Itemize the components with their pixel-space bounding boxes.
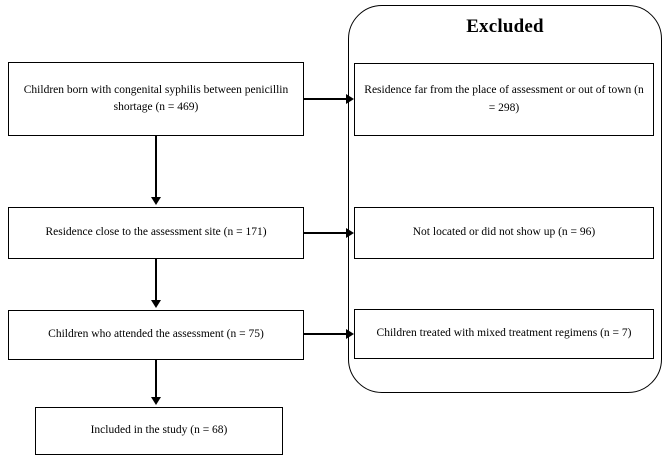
- node-not-located: Not located or did not show up (n = 96): [354, 207, 654, 259]
- arrowhead-born-to-far: [346, 94, 354, 104]
- node-residence-far: Residence far from the place of assessment or out of town (n = 298): [354, 63, 654, 136]
- arrowhead-close-to-notlocated: [346, 228, 354, 238]
- arrowhead-attended-to-included: [151, 397, 161, 405]
- node-included-study: Included in the study (n = 68): [35, 407, 283, 455]
- arrow-close-to-notlocated: [304, 232, 348, 234]
- arrowhead-close-to-attended: [151, 300, 161, 308]
- node-residence-close: Residence close to the assessment site (n = 171): [8, 207, 304, 259]
- arrowhead-born-to-close: [151, 197, 161, 205]
- node-children-born: Children born with congenital syphilis between penicillin shortage (n = 469): [8, 62, 304, 136]
- node-mixed-treatment: Children treated with mixed treatment regimens (n = 7): [354, 309, 654, 359]
- arrow-born-to-close: [155, 136, 157, 198]
- excluded-group-title: Excluded: [466, 16, 544, 37]
- arrow-close-to-attended: [155, 259, 157, 301]
- arrow-born-to-far: [304, 98, 348, 100]
- arrow-attended-to-mixed: [304, 333, 348, 335]
- node-children-attended: Children who attended the assessment (n = 75): [8, 310, 304, 360]
- arrowhead-attended-to-mixed: [346, 329, 354, 339]
- arrow-attended-to-included: [155, 360, 157, 398]
